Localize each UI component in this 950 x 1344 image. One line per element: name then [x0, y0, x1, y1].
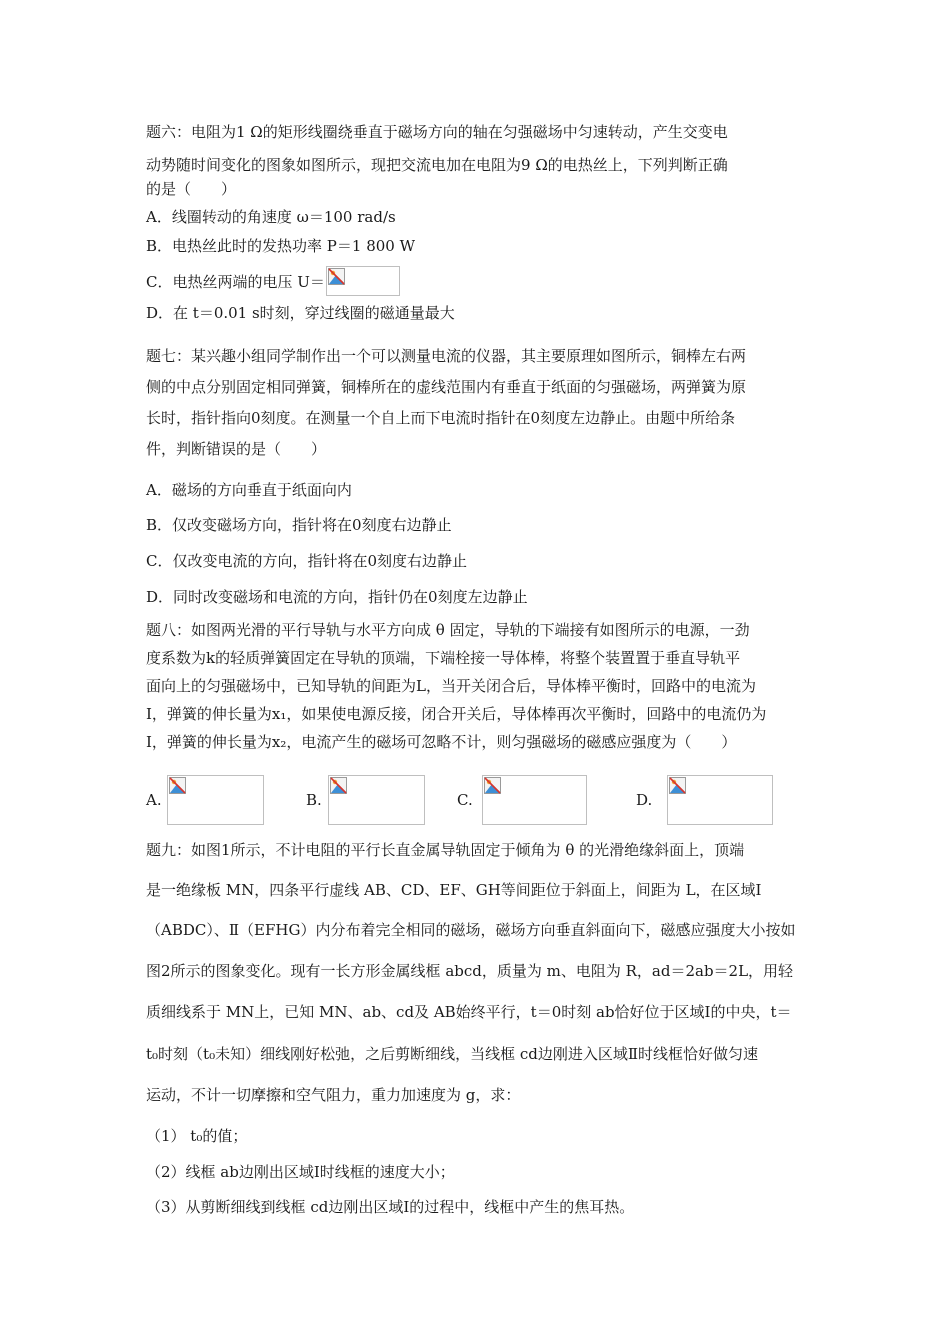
q7-stem-line-2: 侧的中点分别固定相同弹簧，铜棒所在的虚线范围内有垂直于纸面的匀强磁场，两弹簧为原 [146, 378, 747, 396]
q8-option-b-formula-image [328, 775, 425, 825]
q8-option-c-formula-image [482, 775, 587, 825]
q7-option-c: C．仅改变电流的方向，指针将在0刻度右边静止 [146, 552, 468, 570]
q6-stem-line-3: 的是（ ） [146, 180, 237, 198]
q8-stem-line-3: 面向上的匀强磁场中，已知导轨的间距为L，当开关闭合后，导体棒平衡时，回路中的电流为 [146, 677, 756, 695]
broken-image-icon [169, 777, 186, 794]
q8-stem-line-1: 题八：如图两光滑的平行导轨与水平方向成 θ 固定，导轨的下端接有如图所示的电源，一劲 [146, 621, 750, 639]
q7-stem-line-1: 题七：某兴趣小组同学制作出一个可以测量电流的仪器，其主要原理如图所示，铜棒左右两 [146, 347, 747, 365]
q9-stem-line-1: 题九：如图1所示，不计电阻的平行长直金属导轨固定于倾角为 θ 的光滑绝缘斜面上，顶端 [146, 841, 745, 859]
q6-option-c-formula-image [326, 266, 400, 296]
q6-option-b: B．电热丝此时的发热功率 P＝1 800 W [146, 237, 416, 255]
q8-option-d-formula-image [667, 775, 773, 825]
q8-option-a-formula-image [167, 775, 264, 825]
broken-image-icon [669, 777, 686, 794]
q6-stem-line-1: 题六：电阻为1 Ω的矩形线圈绕垂直于磁场方向的轴在匀强磁场中匀速转动，产生交变电 [146, 123, 728, 141]
q8-option-b [306, 775, 424, 825]
q9-stem-line-2: 是一绝缘板 MN，四条平行虚线 AB、CD、EF、GH等间距位于斜面上，间距为 L，在区域Ⅰ [146, 881, 762, 899]
broken-image-icon [330, 777, 347, 794]
q7-stem-line-4: 件，判断错误的是（ ） [146, 440, 327, 458]
q8-option-d-label: D. [636, 791, 653, 809]
q6-stem-line-2: 动势随时间变化的图象如图所示，现把交流电加在电阻为9 Ω的电热丝上，下列判断正确 [146, 156, 728, 174]
q9-stem-line-5: 质细线系于 MN上，已知 MN、ab、cd及 AB始终平行，t＝0时刻 ab恰好位于区域Ⅰ的中央，t＝ [146, 1003, 792, 1021]
q8-option-a-label: A. [146, 791, 162, 809]
q8-option-b-label: B. [306, 791, 322, 809]
q9-subquestion-1: （1） t₀的值； [146, 1127, 248, 1145]
q8-option-c [457, 775, 589, 825]
q6-option-c-text: C．电热丝两端的电压 U＝ [146, 273, 325, 291]
broken-image-icon [328, 268, 345, 285]
q7-stem-line-3: 长时，指针指向0刻度。在测量一个自上而下电流时指针在0刻度左边静止。由题中所给条 [146, 409, 736, 427]
q9-subquestion-2: （2）线框 ab边刚出区域Ⅰ时线框的速度大小； [146, 1163, 455, 1181]
q8-option-a [146, 775, 264, 825]
q9-stem-line-4: 图2所示的图象变化。现有一长方形金属线框 abcd，质量为 m、电阻为 R，ad＝2ab＝2L，用轻 [146, 962, 794, 980]
q8-stem-line-4: I，弹簧的伸长量为x₁，如果使电源反接，闭合开关后，导体棒再次平衡时，回路中的电流仍为 [146, 705, 767, 723]
q7-option-b: B．仅改变磁场方向，指针将在0刻度右边静止 [146, 516, 452, 534]
q6-option-a: A．线圈转动的角速度 ω＝100 rad/s [146, 208, 396, 226]
q8-stem-line-2: 度系数为k的轻质弹簧固定在导轨的顶端，下端栓接一导体棒，将整个装置置于垂直导轨平 [146, 649, 741, 667]
q7-option-d: D．同时改变磁场和电流的方向，指针仍在0刻度左边静止 [146, 588, 528, 606]
q8-stem-line-5: I，弹簧的伸长量为x₂，电流产生的磁场可忽略不计，则匀强磁场的磁感应强度为（ ） [146, 733, 737, 751]
broken-image-icon [484, 777, 501, 794]
q8-option-d [636, 775, 776, 825]
q9-stem-line-7: 运动，不计一切摩擦和空气阻力，重力加速度为 g，求： [146, 1086, 521, 1104]
q9-stem-line-6: t₀时刻（t₀未知）细线刚好松弛，之后剪断细线，当线框 cd边刚进入区域Ⅱ时线框恰好做匀速 [146, 1045, 759, 1063]
q6-option-d: D．在 t＝0.01 s时刻，穿过线圈的磁通量最大 [146, 304, 455, 322]
q8-options [146, 775, 786, 827]
q8-option-c-label: C. [457, 791, 473, 809]
q7-option-a: A．磁场的方向垂直于纸面向内 [146, 481, 352, 499]
q9-stem-line-3: （ABDC）、Ⅱ（EFHG）内分布着完全相同的磁场，磁场方向垂直斜面向下，磁感应强度大小按如 [146, 921, 796, 939]
q6-option-c [146, 268, 400, 298]
q9-subquestion-3: （3）从剪断细线到线框 cd边刚出区域Ⅰ的过程中，线框中产生的焦耳热。 [146, 1198, 635, 1216]
